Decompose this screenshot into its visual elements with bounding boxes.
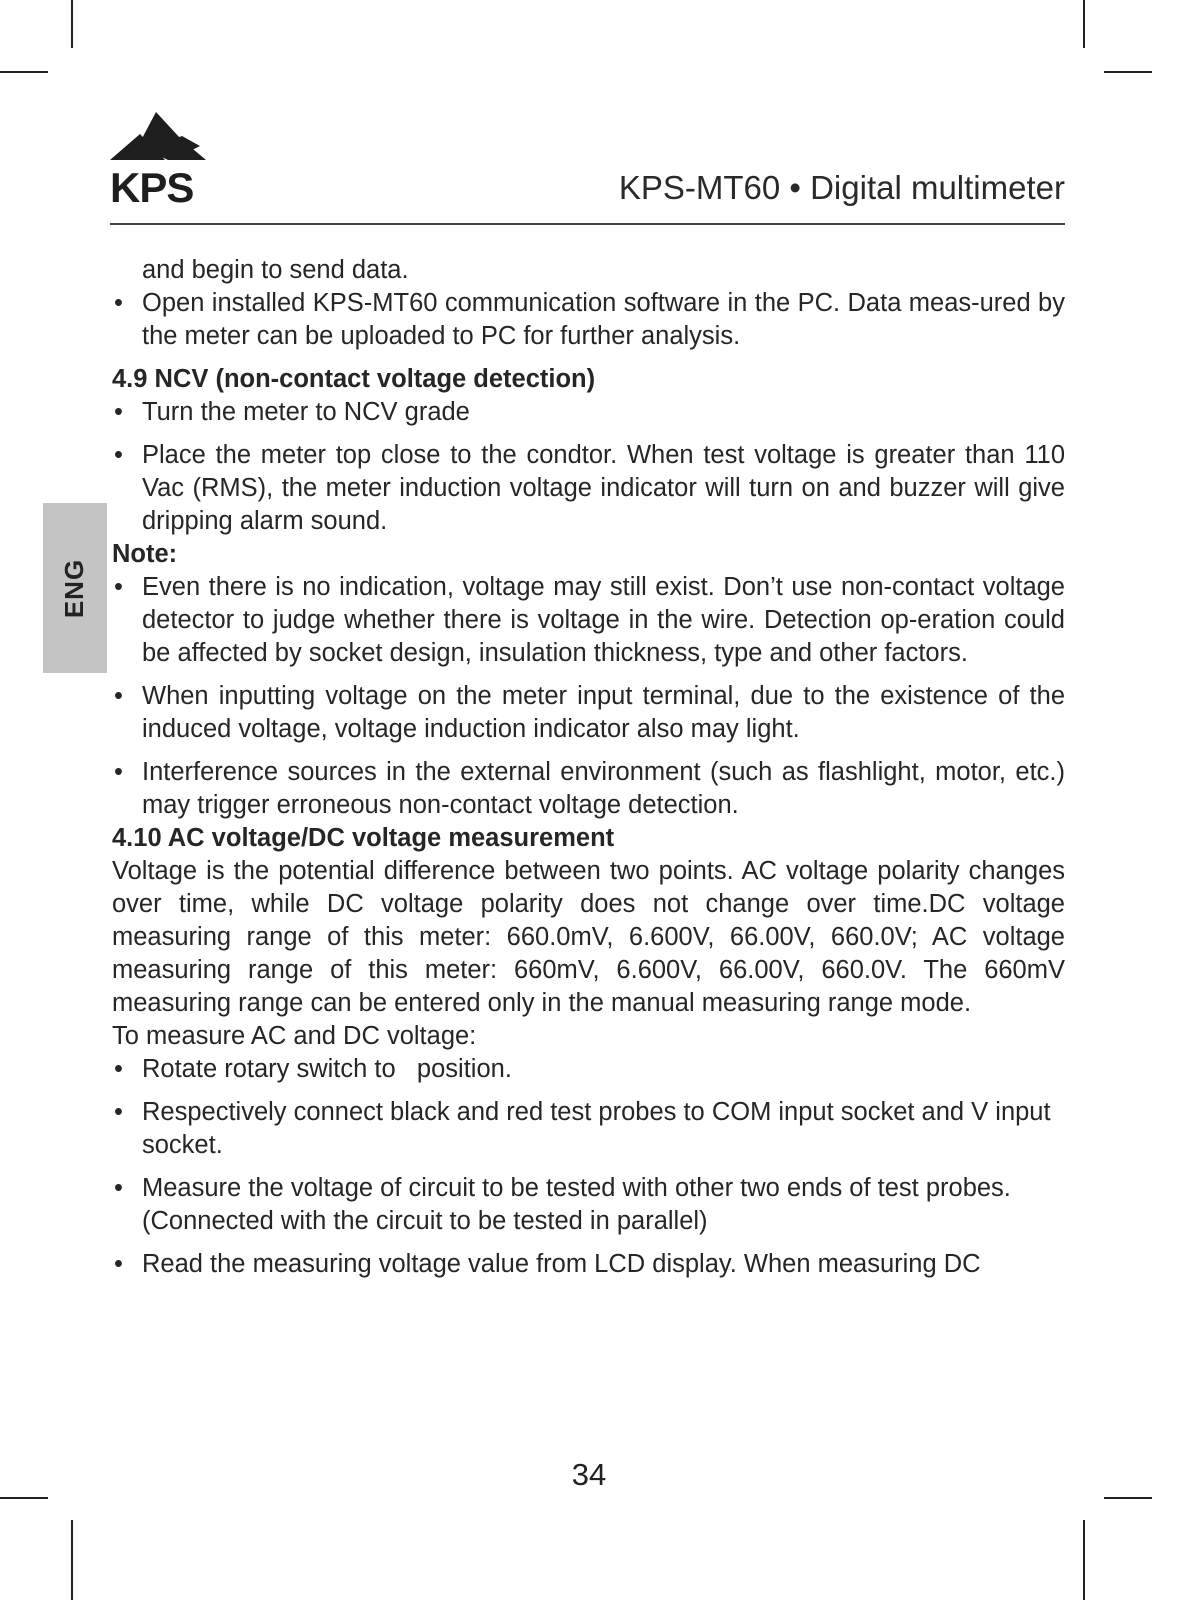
bullet-icon: • [114,441,123,469]
section-paragraph: Voltage is the potential difference between two points. AC voltage polarity changes over time, while DC voltage polarity does not change over time.DC voltage measuring range of this meter: 660.0mV, 6.600V, 66.00V, 660.0V; AC voltage measuring range of this meter: 660mV, 6.600V, 66.00V, 660.0V. The 660mV measuring range can be entered only in the manual measuring range mode. [112,857,1065,1017]
bullet-icon: • [114,398,123,426]
list-item-text: Interference sources in the external environment (such as flashlight, motor, etc.) may trigger erroneous non-contact voltage detection. [142,758,1065,819]
crop-mark-bottom-right-vertical [1083,1520,1085,1600]
bullet-icon: • [114,1098,123,1126]
bullet-icon: • [114,682,123,710]
kps-logo [110,112,210,211]
list-item-text: Place the meter top close to the condtor. When test voltage is greater than 110 Vac (RMS), the meter induction voltage indicator will turn on and buzzer will give dripping alarm sound. [142,441,1065,535]
bullet-icon: • [114,573,123,601]
list-item [112,680,1065,746]
page-number: 34 [571,1457,607,1492]
crop-mark-top-left-horizontal [0,71,48,73]
crop-mark-bottom-right-horizontal [1104,1497,1152,1499]
header-title: KPS-MT60 • Digital multimeter [618,169,1065,206]
continuation-text: and begin to send data. [142,256,409,284]
list-item [112,756,1065,822]
section-heading-4-9: 4.9 NCV (non-contact voltage detection) [112,365,596,393]
list-item-text: Measure the voltage of circuit to be tested with other two ends of test probes. (Connected with the circuit to be tested in parallel) [142,1174,1011,1235]
list-item-text: Even there is no indication, voltage may still exist. Don’t use non-contact voltage detector to judge whether there is voltage in the wire. Detection op-eration could be affected by socket design, insulation thickness, type and other factors. [142,573,1065,667]
bullet-icon: • [114,758,123,786]
list-item-text: Respectively connect black and red test probes to COM input socket and V input socket. [142,1098,1051,1159]
bullet-icon: • [114,1250,123,1278]
note-label: Note: [112,540,178,568]
section-intro: To measure AC and DC voltage: [112,1022,477,1050]
list-item [112,1053,1065,1086]
crop-mark-top-left-vertical [71,0,73,48]
list-item-text: When inputting voltage on the meter input terminal, due to the existence of the induced voltage, voltage induction indicator also may light. [142,682,1065,743]
list-item [112,287,1065,353]
list-item-text: Turn the meter to NCV grade [142,398,470,426]
list-item [112,571,1065,670]
bullet-icon: • [114,1174,123,1202]
list-item [112,1096,1065,1162]
kps-logo-mark-icon [110,112,210,170]
crop-mark-top-right-horizontal [1104,71,1152,73]
list-item [112,1172,1065,1238]
bullet-icon: • [114,289,123,317]
crop-mark-bottom-left-horizontal [0,1497,48,1499]
logo-text: KPS [110,164,194,211]
list-item-text: Rotate rotary switch to position. [142,1055,512,1083]
language-tab-label: ENG [59,558,90,618]
list-item [112,439,1065,538]
header-divider [110,223,1065,225]
page-content [112,254,1065,1281]
crop-mark-bottom-left-vertical [71,1520,73,1600]
crop-mark-top-right-vertical [1083,0,1085,48]
list-item-text: Read the measuring voltage value from LCD display. When measuring DC [142,1250,981,1278]
list-item [112,1248,1065,1281]
list-item [112,396,1065,429]
section-heading-4-10: 4.10 AC voltage/DC voltage measurement [112,824,615,852]
language-tab [43,503,107,673]
bullet-icon: • [114,1055,123,1083]
list-item-text: Open installed KPS-MT60 communication software in the PC. Data meas-ured by the meter can be uploaded to PC for further analysis. [142,289,1065,350]
